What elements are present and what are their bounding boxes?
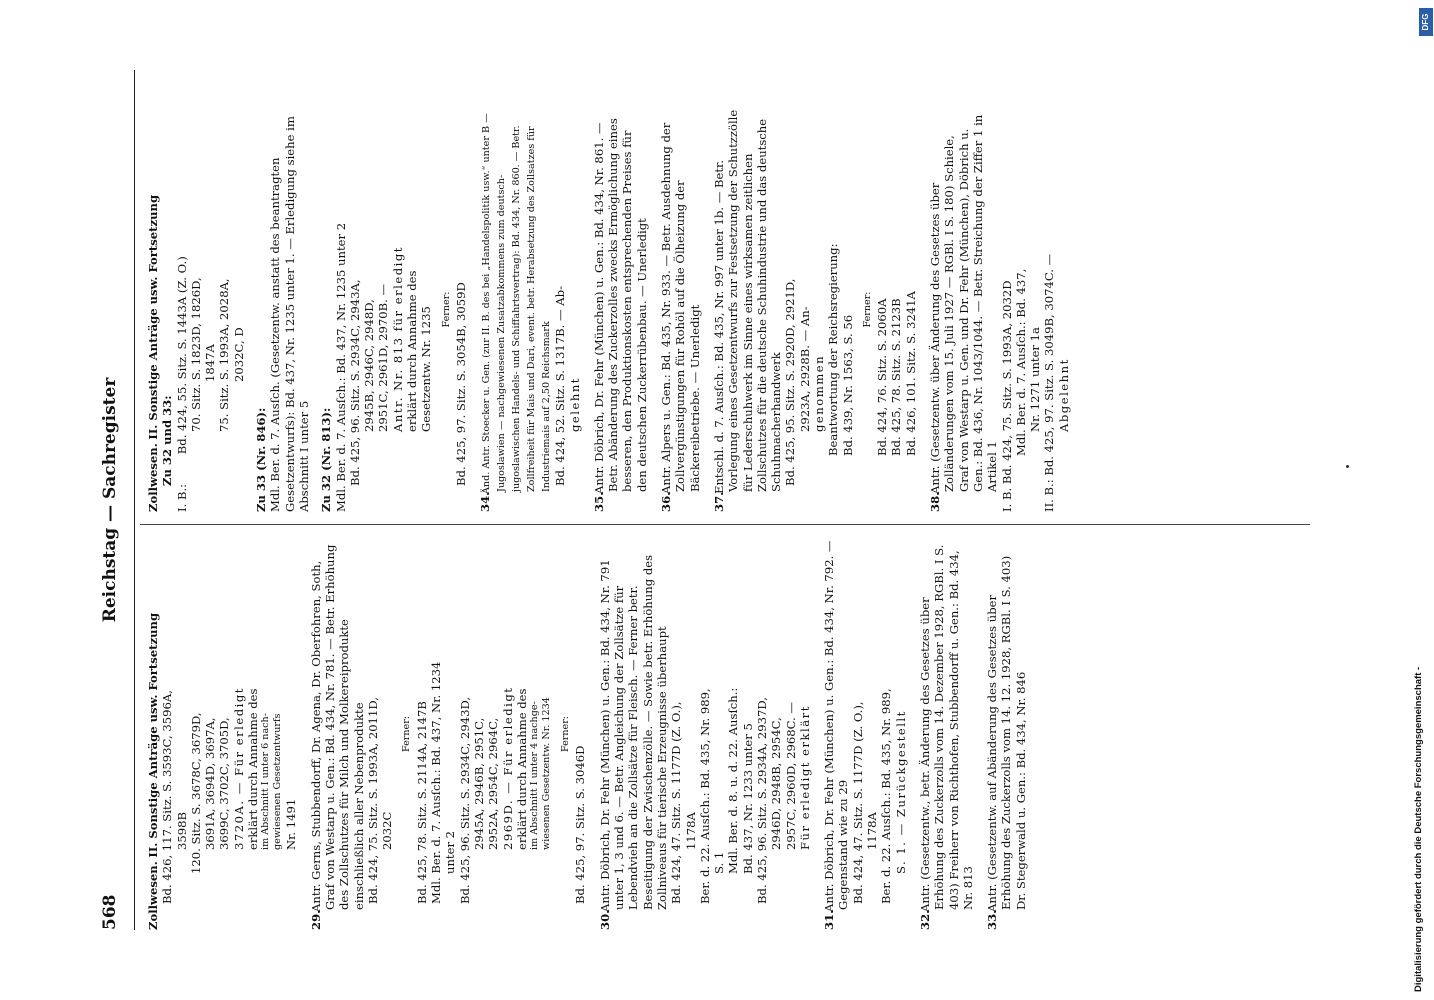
ref-line: 2957C, 2960D, 2968C. — (783, 701, 798, 850)
dfg-logo-text: DFG (1421, 13, 1430, 31)
ref-line: Mdl. Ber. d. 7. Ausſch.: Bd. 437, Nr. 1234 (429, 661, 444, 904)
ref-line: 1178A (683, 812, 698, 850)
entry-text: Antr. Gerns, Stubbendorff, Dr. Agena, Dr. Oberfohren, Soth, Graf von Westarp u. Gen.: Bd. 434, Nr. 781. — Betr. Erhöhung des Zollschutzes für Milch und Molkereiprodukte einschließlich aller Nebenprodukte (308, 544, 366, 912)
subheading: Zu 32 und 33: (160, 395, 175, 486)
entry-32 (918, 538, 975, 930)
entry-text: Antr. Alpers u. Gen.: Bd. 435, Nr. 933. — Betr. Ausdehnung der Zollvergünstigungen für Rohöl auf die Ölheizung der Bäckereibetriebe. — Unerledigt (659, 122, 702, 494)
ref-line: erklärt durch Annahme des (514, 688, 529, 850)
entry-number: 29. (308, 909, 323, 930)
ref-line: Bd. 424, 76. Sitz. S. 2060A (875, 298, 890, 456)
section-heading: II. Sonstige Anträge usw. Fortsetzung (146, 612, 160, 858)
ref-line: Mdl. Ber. d. 8. u. d. 22. Ausſch.: (726, 687, 741, 874)
entry-36 (659, 107, 702, 512)
ref-line: Bd. 425, 96. Sitz. S. 2934C, 2943D, (457, 696, 472, 904)
ref-line: Bd. 424, 52. Sitz. S. 1317B. — Ab- (553, 285, 568, 486)
entry-number: 32. (917, 909, 932, 930)
register-page (100, 70, 1370, 930)
ib-label: I. B.: (174, 483, 189, 512)
page-number: 568 (100, 894, 120, 930)
section-label: Zollwesen. (146, 443, 160, 512)
subheading: Zu 32 (Nr. 813): (319, 407, 334, 512)
section-label: Zollwesen. (146, 861, 160, 930)
ref-line: S. 1 (712, 851, 727, 874)
ref-line: 2952A, 2954C, 2964C, (486, 717, 501, 850)
ref-line: Bd. 425, 97. Sitz. S. 3054B, 3059D (453, 282, 468, 486)
ref-line: 2945B, 2946C, 2948D, (362, 299, 377, 432)
ref-line: wiesenen Gesetzentw. Nr. 1234 (541, 697, 553, 850)
ref-line: 2945A, 2946B, 2951C, (471, 717, 486, 850)
ferner-label: Ferner: (401, 715, 413, 753)
ref-line: Bd. 425, 97. Sitz. S. 3046D (573, 745, 588, 904)
entry-number: 38. (928, 491, 943, 512)
entry-34 (478, 107, 553, 512)
left-column (146, 538, 1028, 930)
entry-38 (928, 107, 999, 512)
ref-line: gelehnt (567, 377, 582, 432)
ref-line: Nr. 1491 (284, 798, 299, 850)
entry-text: Antr. Döbrich, Dr. Fehr (München) u. Gen.: Bd. 434, Nr. 861. — Betr. Abänderung des Zuckerzolles zwecks Ermöglichung eines besseren, den Produktionskosten entsprechenden Preises für den deutschen Zuckerrübenbau. — Unerledigt (591, 118, 649, 494)
ferner-label: Ferner: (560, 715, 572, 753)
ref-line: 1178A (865, 812, 880, 850)
entry-text: Mdl. Ber. d. 7. Ausſch. (Gesetzentw. anstatt des beantragten Gesetzentwurfs): Bd. 437, Nr. 1235 unter 1. — Erledigung siehe im Abschnitt I unter 5 (268, 116, 311, 512)
ref-line: Für erledigt erklärt (797, 705, 812, 850)
ref-line: 120. Sitz. S. 3678C, 3679D, (188, 712, 203, 874)
ref-line: Bd. 425, 95. Sitz. S. 2920D, 2921D, (783, 278, 798, 486)
ref-line: genommen (811, 354, 826, 432)
ref-line: Abgelehnt (1056, 358, 1071, 432)
entry-text: Antr. (Gesetzentw., betr. Änderung des Gesetzes über Erhöhung des Zuckerzolls vom 14. Dezember 1928, RGBl. I S. 403) Freiherr von Richthofen, Stubbendorff u. Gen.: Bd. 434, Nr. 813 (917, 544, 975, 912)
ferner-label: Ferner: (861, 291, 873, 328)
ref-line: 2923A, 2928B. — An- (797, 306, 812, 432)
page-header (100, 70, 126, 930)
ref-line: II. B.: Bd. 425, 97. Sitz. S. 3049B, 3074C. — (1042, 253, 1057, 512)
ref-line: Bd. 425, 96. Sitz. S. 2934C, 2943A, (347, 279, 362, 486)
ref-line: erklärt durch Annahme des (246, 688, 261, 850)
entry-text: Antr. (Gesetzentw. auf Abänderung des Gesetzes über Erhöhung des Zuckerzolls vom 14. 12. 1928, RGBl. I S. 403) Dr. Stegerwald u. Gen.: Bd. 434, Nr. 846 (985, 555, 1028, 912)
ref-line: 3691A, 3694D, 3697A, (203, 717, 218, 850)
entry-text: Entschl. d. 7. Ausſch.: Bd. 435, Nr. 997 unter 1b. — Betr. Vorlegung eines Gesetzentwurfs zur Festsetzung der Schutzzölle für Lederschuhwerk im Sinne eines wirksamen zeitlichen Zollschutzes für die deutsche Schuhindustrie und das deutsche Schuhmacherhandwerk (711, 109, 784, 494)
ref-line: Nr. 1271 unter 1a (1028, 327, 1043, 432)
ref-line: Mdl. Ber. d. 7. Ausſch.: Bd. 437, (1013, 268, 1028, 456)
ref-line: I. B. Bd. 424, 75. Sitz. S. 1993A, 2032D (999, 280, 1014, 512)
ref-line: 75. Sitz. S. 1993A, 2028A, (217, 278, 232, 432)
entry-30 (598, 538, 669, 930)
entry-text: Antr. Döbrich, Dr. Fehr (München) u. Gen.: Bd. 434, Nr. 791 unter 1, 3 und 6. — Betr. Angleichung der Zollsätze für Lebendvieh an die Zollsätze für Fleisch. — Ferner betr. Beseitigung der Zwischenzölle. — Sowie betr. Erhöhung des Zollniveaus für tierische Erzeugnisse überhaupt (597, 554, 669, 912)
ref-line: Bd. 439, Nr. 1563, S. 56 (840, 314, 855, 456)
ref-line: S. 1. — Zurückgestellt (893, 710, 908, 874)
entry-number: 31. (822, 909, 837, 930)
dfg-logo (1419, 8, 1433, 36)
ref-line: im Abschnitt I unter 4 nachge- (529, 701, 541, 850)
ref-line: Bd. 425, 78. Sitz. S. 2114A, 2147B (414, 701, 429, 904)
entry-text: Antr. (Gesetzentw. über Änderung des Gesetzes über Zolländerungen vom 15. Juli 1927 — RGBl. I S. 180) Schiele, Graf von Westarp u. Gen. und Dr. Fehr (München), Döbrich u. Gen.: Bd. 436, Nr. 1043/1044. — Betr. Streichung der Ziffer 1 in Artikel 1 (928, 114, 1000, 494)
ref-line: 70. Sitz. S. 1823D, 1826D, (188, 277, 203, 432)
ref-line: Ber. d. 22. Ausſch.: Bd. 435, Nr. 989, (879, 688, 894, 904)
ferner-label: Ferner: (440, 291, 452, 328)
entry-number: 34. (478, 491, 493, 512)
ref-line: Bd. 424, 55. Sitz. S. 1443A (Z. O.) (174, 256, 189, 455)
right-column (146, 107, 1071, 512)
column-divider (140, 524, 1310, 525)
entry-text: Mdl. Ber. d. 7. Ausſch.: Bd. 437, Nr. 1235 unter 2 (333, 222, 348, 512)
entry-number: 30. (597, 909, 612, 930)
funding-credit: Digitalisierung gefördert durch die Deutsche Forschungsgemeinschaft - (1413, 666, 1424, 992)
page-mark (1346, 465, 1349, 468)
ref-line: 1847A (203, 344, 218, 382)
entry-37 (712, 107, 783, 512)
ref-line: Gesetzentw. Nr. 1235 (419, 306, 434, 432)
ref-line: Bd. 426, 117. Sitz. S. 3593C, 3596A, (160, 690, 175, 904)
section-heading: II. Sonstige Anträge usw. Fortsetzung (146, 194, 160, 440)
entry-33 (985, 538, 1028, 930)
ref-line: Bd. 424, 75. Sitz. S. 1993A, 2011D, (365, 697, 380, 904)
ref-line: Bd. 424, 47. Sitz. S. 1177D (Z. O.), (669, 701, 684, 904)
ref-line: 3598B (174, 811, 189, 850)
entry-number: 37. (711, 491, 726, 512)
ref-line: 2951C, 2961D, 2970B. — (376, 283, 391, 432)
ref-line: gewiesenen Gesetzentwurfs (272, 713, 284, 850)
entry-number: 33. (985, 909, 1000, 930)
ref-line: Bd. 425, 96. Sitz. S. 2934A, 2937D, (754, 697, 769, 904)
ref-line: erklärt durch Annahme des (405, 270, 420, 432)
ref-line: unter 2 (443, 830, 458, 874)
entry-number: 35. (591, 491, 606, 512)
ref-line: Beantwortung der Reichsregierung: (826, 243, 841, 456)
ref-line: Bd. 425, 78. Sitz. S. 2123B (889, 298, 904, 456)
ref-line: 2946D, 2948B, 2954C, (769, 717, 784, 850)
entry-29 (309, 538, 366, 930)
ref-line: 2032C (380, 811, 395, 850)
entry-text: Änd. Antr. Stoecker u. Gen. (zur II. B. des bei „Handelspolitik usw.“ unter B — Jugoslawien — nachgewiesenen Zusatzabkommens zum deutsch-jugoslawischen Handels- und Schiffahrtsvertrag): Bd. 434, Nr. 860. — Betr. Zollfreiheit für Mais und Dari, event. betr. Herabsetzung des Zollsatzes für Industriemais auf 2,50 Reichsmark (481, 113, 553, 494)
header-rule (134, 70, 135, 930)
ref-line: 3720A. — Für erledigt (231, 687, 246, 850)
running-title: Reichstag — Sachregister (100, 377, 120, 623)
ref-line: 2969D. — Für erledigt (500, 686, 515, 850)
ref-line: Antr. Nr. 813 für erledigt (390, 246, 405, 432)
ref-line: 2032C, D (231, 327, 246, 382)
entry-35 (592, 107, 649, 512)
ref-line: im Abschnitt I unter 6 nach- (260, 713, 272, 850)
entry-text: Antr. Döbrich, Dr. Fehr (München) u. Gen.: Bd. 434, Nr. 792. — Gegenstand wie zu 29 (822, 540, 851, 912)
ref-line: 3699C, 3702C, 3705D, (217, 717, 232, 850)
subheading: Zu 33 (Nr. 846): (254, 407, 269, 512)
ref-line: Bd. 424, 47. Sitz. S. 1177D (Z. O.), (850, 701, 865, 904)
ref-line: Ber. d. 22. Ausſch.: Bd. 435, Nr. 989, (697, 688, 712, 904)
entry-31 (822, 538, 851, 930)
ref-line: Bd. 426, 101. Sitz. S. 3241A (903, 291, 918, 456)
entry-number: 36. (659, 491, 674, 512)
ref-line: Bd. 437, Nr. 1233 unter 5 (740, 723, 755, 874)
